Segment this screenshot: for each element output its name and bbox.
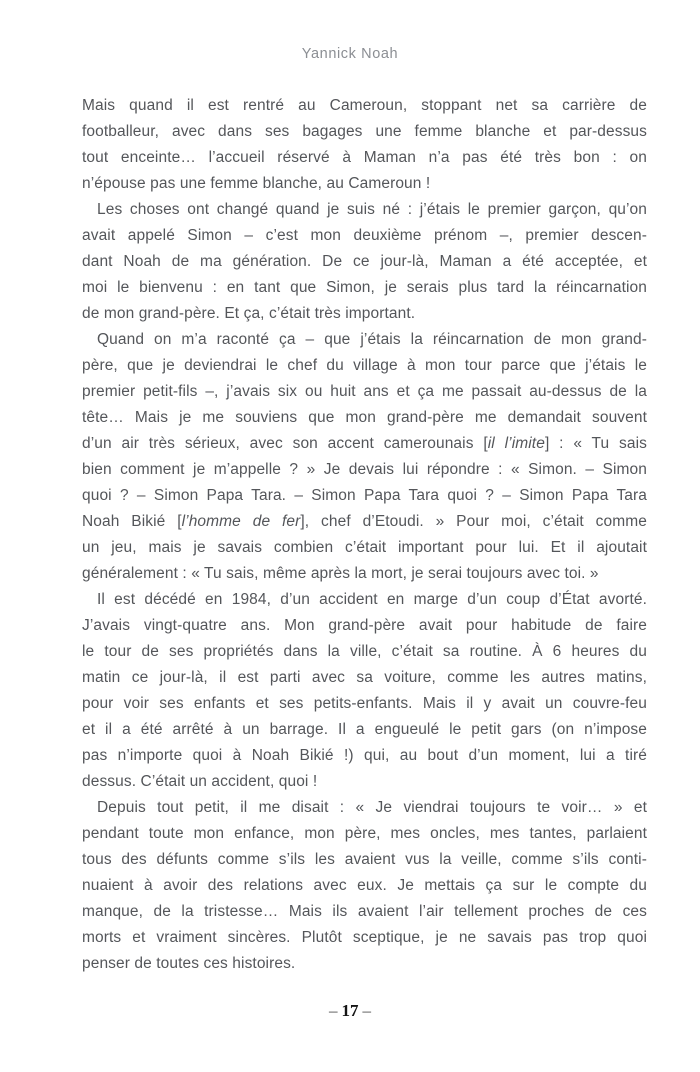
text-line — [82, 561, 647, 587]
text-line — [82, 587, 647, 613]
text-run: bien comment je m’appelle ? » Je devais lui répondre : « Simon. – Simon — [82, 461, 647, 478]
text-run: ], chef d’Etoudi. » Pour moi, c’était comme — [300, 513, 647, 530]
text-line — [82, 379, 647, 405]
text-line — [82, 665, 647, 691]
text-run: tous des défunts comme s’ils les avaient vus la veille, comme s’ils conti- — [82, 851, 647, 868]
text-run: tête… Mais je me souviens que mon grand-père me demandait souvent — [82, 409, 647, 426]
page-number-right-dash: – — [362, 1001, 371, 1020]
page-number-left-dash: – — [329, 1001, 338, 1020]
text-line — [82, 691, 647, 717]
text-run: manque, de la tristesse… Mais ils avaient l’air tellement proches de ces — [82, 903, 647, 920]
text-line — [82, 405, 647, 431]
text-line — [82, 717, 647, 743]
text-line — [82, 93, 647, 119]
text-run: de mon grand-père. Et ça, c’était très important. — [82, 305, 416, 322]
text-line — [82, 431, 647, 457]
text-line — [82, 483, 647, 509]
text-line — [82, 769, 647, 795]
paragraph — [82, 93, 647, 197]
paragraph — [82, 795, 647, 977]
text-run: avait appelé Simon – c’est mon deuxième prénom –, premier descen- — [82, 227, 647, 244]
text-line — [82, 171, 647, 197]
page-number — [0, 1001, 700, 1021]
text-run: dant Noah de ma génération. De ce jour-là, Maman a été acceptée, et — [82, 253, 647, 270]
running-header: Yannick Noah — [301, 46, 399, 62]
text-run: père, que je deviendrai le chef du village à mon tour parce que j’étais le — [82, 357, 647, 374]
text-run: pas n’importe quoi à Noah Bikié !) qui, au bout d’un moment, lui a tiré — [82, 747, 647, 764]
text-run: quoi ? – Simon Papa Tara. – Simon Papa Tara quoi ? – Simon Papa Tara — [82, 487, 647, 504]
text-run: tout enceinte… l’accueil réservé à Maman n’a pas été très bon : on — [82, 149, 647, 166]
text-run: n’épouse pas une femme blanche, au Cameroun ! — [82, 175, 431, 192]
text-line — [82, 509, 647, 535]
text-run: premier petit-fils –, j’avais six ou huit ans et ça me passait au-dessus de la — [82, 383, 647, 400]
text-run: ] : « Tu sais — [544, 435, 647, 452]
text-run: d’un air très sérieux, avec son accent camerounais [ — [82, 435, 488, 452]
text-line — [82, 301, 647, 327]
text-line — [82, 223, 647, 249]
text-line — [82, 821, 647, 847]
text-run: Depuis tout petit, il me disait : « Je viendrai toujours te voir… » et — [97, 799, 647, 816]
text-run: J’avais vingt-quatre ans. Mon grand-père avait pour habitude de faire — [82, 617, 647, 634]
text-run: Quand on m’a raconté ça – que j’étais la réincarnation de mon grand- — [97, 331, 647, 348]
text-run: Mais quand il est rentré au Cameroun, stoppant net sa carrière de — [82, 97, 647, 114]
text-line — [82, 951, 647, 977]
page-number-value: 17 — [341, 1001, 359, 1020]
text-run: moi le bienvenu : en tant que Simon, je serais plus tard la réincarnation — [82, 279, 647, 296]
text-line — [82, 197, 647, 223]
text-run: footballeur, avec dans ses bagages une femme blanche et par-dessus — [82, 123, 647, 140]
text-line — [82, 873, 647, 899]
text-run: Noah Bikié [ — [82, 513, 182, 530]
text-run: un jeu, mais je savais combien c’était important pour lui. Et il ajoutait — [82, 539, 647, 556]
text-line — [82, 795, 647, 821]
text-run: le tour de ses propriétés dans la ville, c’était sa routine. À 6 heures du — [82, 643, 647, 660]
text-run: dessus. C’était un accident, quoi ! — [82, 773, 318, 790]
text-run: pendant toute mon enfance, mon père, mes oncles, mes tantes, parlaient — [82, 825, 647, 842]
text-line — [82, 613, 647, 639]
text-line — [82, 847, 647, 873]
text-line — [82, 145, 647, 171]
body-text — [82, 93, 647, 977]
text-run: morts et vraiment sincères. Plutôt sceptique, je ne savais pas trop quoi — [82, 929, 647, 946]
paragraph — [82, 327, 647, 587]
text-line — [82, 327, 647, 353]
italic-run: l’homme de fer — [181, 513, 301, 530]
text-run: nuaient à avoir des relations avec eux. Je mettais ça sur le compte du — [82, 877, 647, 894]
text-line — [82, 119, 647, 145]
text-line — [82, 743, 647, 769]
text-line — [82, 639, 647, 665]
text-line — [82, 249, 647, 275]
text-run: pour voir ses enfants et ses petits-enfants. Mais il y avait un couvre-feu — [82, 695, 647, 712]
text-line — [82, 899, 647, 925]
italic-run: il l’imite — [487, 435, 545, 452]
paragraph — [82, 197, 647, 327]
text-run: Il est décédé en 1984, d’un accident en marge d’un coup d’État avorté. — [97, 591, 647, 608]
text-line — [82, 353, 647, 379]
paragraph — [82, 587, 647, 795]
text-run: penser de toutes ces histoires. — [82, 955, 296, 972]
text-line — [82, 457, 647, 483]
text-run: et il a été arrêté à un barrage. Il a engueulé le petit gars (on n’impose — [82, 721, 647, 738]
text-line — [82, 275, 647, 301]
text-line — [82, 925, 647, 951]
text-run: matin ce jour-là, il est parti avec sa voiture, comme les autres matins, — [82, 669, 647, 686]
text-run: généralement : « Tu sais, même après la mort, je serai toujours avec toi. » — [82, 565, 599, 582]
text-line — [82, 535, 647, 561]
text-run: Les choses ont changé quand je suis né : j’étais le premier garçon, qu’on — [97, 201, 647, 218]
